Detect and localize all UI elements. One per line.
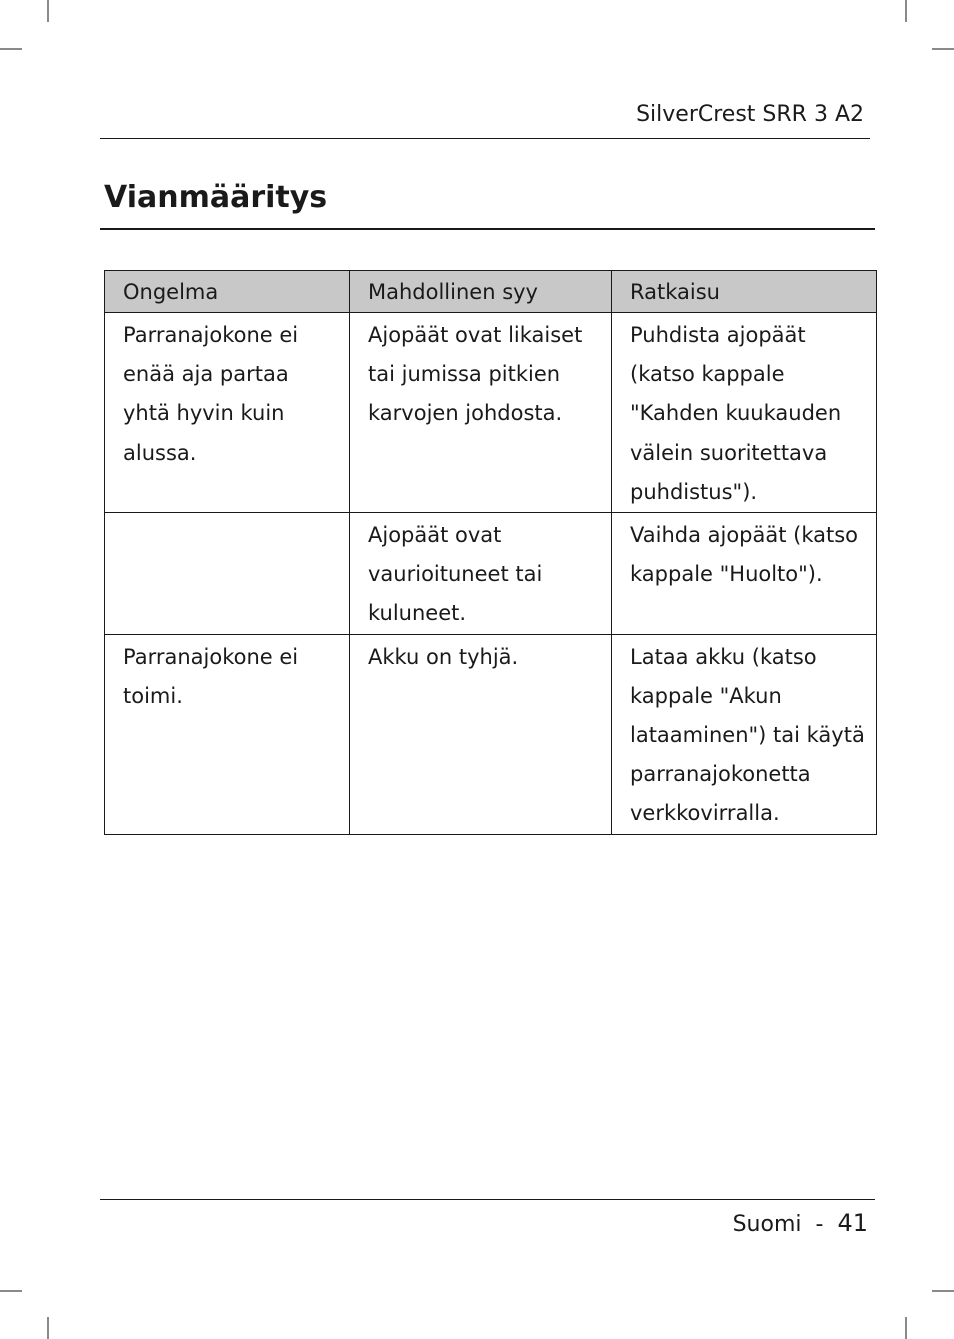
cell-cause <box>350 313 612 513</box>
solution-text: Lataa akku (katso kappale "Akun lataaminen") tai käytä parranajokonetta verkkovirralla. <box>630 644 865 826</box>
header-product-name: SilverCrest SRR 3 A2 <box>636 102 864 127</box>
crop-mark <box>47 0 49 22</box>
cell-solution <box>612 313 877 513</box>
crop-mark <box>905 0 907 22</box>
column-header-solution: Ratkaisu <box>612 271 877 313</box>
page-number: 41 <box>837 1209 868 1237</box>
cause-text: Ajopäät ovat vaurioituneet tai kuluneet. <box>368 523 543 626</box>
crop-mark <box>0 1290 22 1292</box>
footer-language: Suomi <box>732 1212 802 1237</box>
footer <box>733 1208 868 1240</box>
crop-mark <box>932 48 954 50</box>
crop-mark <box>905 1317 907 1339</box>
column-header-problem: Ongelma <box>105 271 350 313</box>
problem-text: Parranajokone ei toimi. <box>123 644 299 708</box>
page-title: Vianmääritys <box>104 180 328 215</box>
solution-text: Vaihda ajopäät (katso kappale "Huolto"). <box>630 523 859 587</box>
crop-mark <box>0 48 22 50</box>
table-row <box>105 313 877 513</box>
cell-solution <box>612 634 877 834</box>
cause-text: Akku on tyhjä. <box>368 644 519 669</box>
cell-cause <box>350 634 612 834</box>
cell-problem <box>105 634 350 834</box>
crop-mark <box>932 1290 954 1292</box>
table-header-row <box>105 271 877 313</box>
cell-problem <box>105 513 350 635</box>
column-header-cause: Mahdollinen syy <box>350 271 612 313</box>
footer-divider <box>100 1199 875 1200</box>
solution-text: Puhdista ajopäät (katso kappale "Kahden kuukauden välein suoritettava puhdistus"). <box>630 323 842 504</box>
problem-text: Parranajokone ei enää aja partaa yhtä hyvin kuin alussa. <box>123 323 299 465</box>
table-row <box>105 513 877 635</box>
title-divider <box>100 228 875 230</box>
cell-solution <box>612 513 877 635</box>
troubleshooting-table <box>104 270 877 835</box>
table-row <box>105 634 877 834</box>
cell-problem <box>105 313 350 513</box>
cell-cause <box>350 513 612 635</box>
header-divider <box>100 138 870 139</box>
cause-text: Ajopäät ovat likaiset tai jumissa pitkien karvojen johdosta. <box>368 323 583 426</box>
crop-mark <box>47 1317 49 1339</box>
footer-separator: - <box>815 1212 824 1237</box>
